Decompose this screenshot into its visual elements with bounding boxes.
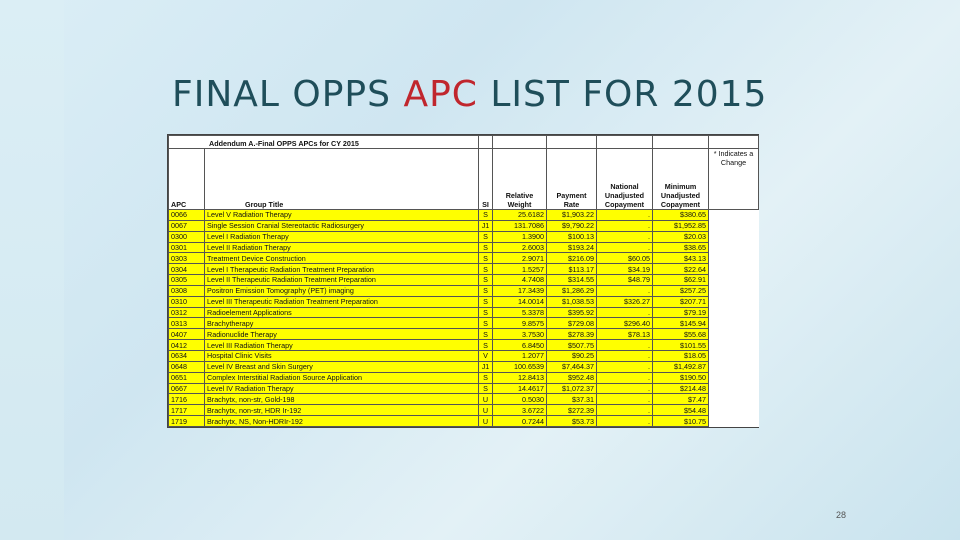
header-group-title: Group Title [205,149,479,210]
cell-apc: 0308 [169,285,205,296]
cell-si: J1 [479,361,493,372]
cell-national-copay: . [597,350,653,361]
cell-national-copay: $78.13 [597,329,653,340]
cell-group-title: Radionuclide Therapy [205,329,479,340]
table-row [169,296,759,307]
cell-national-copay: . [597,383,653,394]
header-payment-rate: Payment Rate [547,149,597,210]
cell-national-copay: $326.27 [597,296,653,307]
cell-payment-rate: $193.24 [547,242,597,253]
cell-indicates-change [709,210,759,221]
cell-si: S [479,285,493,296]
cell-national-copay: $34.19 [597,264,653,275]
cell-apc: 0066 [169,210,205,221]
cell-relative-weight: 4.7408 [493,275,547,286]
cell-relative-weight: 3.6722 [493,405,547,416]
cell-national-copay: . [597,372,653,383]
cell-group-title: Level III Radiation Therapy [205,340,479,351]
table-row [169,285,759,296]
cell-indicates-change [709,394,759,405]
cell-si: S [479,231,493,242]
cell-si: S [479,340,493,351]
cell-relative-weight: 1.3900 [493,231,547,242]
table-row [169,318,759,329]
cell-apc: 0310 [169,296,205,307]
cell-group-title: Level IV Breast and Skin Surgery [205,361,479,372]
cell-relative-weight: 0.7244 [493,416,547,427]
cell-apc: 0300 [169,231,205,242]
cell-indicates-change [709,416,759,427]
table-row [169,329,759,340]
cell-group-title: Treatment Device Construction [205,253,479,264]
cell-si: U [479,416,493,427]
cell-apc: 0634 [169,350,205,361]
cell-minimum-copay: $43.13 [653,253,709,264]
cell-minimum-copay: $207.71 [653,296,709,307]
cell-relative-weight: 17.3439 [493,285,547,296]
cell-minimum-copay: $38.65 [653,242,709,253]
cell-minimum-copay: $55.68 [653,329,709,340]
cell-group-title: Level II Therapeutic Radiation Treatment Preparation [205,275,479,286]
cell-national-copay: . [597,405,653,416]
cell-minimum-copay: $380.65 [653,210,709,221]
cell-indicates-change [709,372,759,383]
cell-payment-rate: $7,464.37 [547,361,597,372]
addendum-table-image [167,134,759,428]
cell-group-title: Level I Therapeutic Radiation Treatment Preparation [205,264,479,275]
apc-table [168,135,759,427]
cell-payment-rate: $53.73 [547,416,597,427]
cell-payment-rate: $1,286.29 [547,285,597,296]
cell-si: S [479,253,493,264]
cell-indicates-change [709,318,759,329]
cell-minimum-copay: $62.91 [653,275,709,286]
table-row [169,340,759,351]
cell-apc: 0648 [169,361,205,372]
cell-group-title: Level I Radiation Therapy [205,231,479,242]
cell-si: S [479,329,493,340]
title-part-2: LIST FOR 2015 [477,74,768,115]
cell-group-title: Complex Interstitial Radiation Source Application [205,372,479,383]
cell-minimum-copay: $54.48 [653,405,709,416]
cell-relative-weight: 3.7530 [493,329,547,340]
cell-si: S [479,210,493,221]
table-row [169,372,759,383]
header-minimum-copay: Minimum Unadjusted Copayment [653,149,709,210]
cell-si: S [479,275,493,286]
cell-indicates-change [709,285,759,296]
table-row [169,264,759,275]
cell-relative-weight: 5.3378 [493,307,547,318]
cell-national-copay: . [597,416,653,427]
cell-minimum-copay: $1,952.85 [653,220,709,231]
cell-group-title: Level IV Radiation Therapy [205,383,479,394]
cell-relative-weight: 131.7086 [493,220,547,231]
cell-apc: 0667 [169,383,205,394]
cell-relative-weight: 100.6539 [493,361,547,372]
cell-si: S [479,242,493,253]
cell-payment-rate: $113.17 [547,264,597,275]
cell-apc: 0304 [169,264,205,275]
cell-indicates-change [709,242,759,253]
cell-apc: 0301 [169,242,205,253]
cell-indicates-change [709,383,759,394]
header-relative-weight: Relative Weight [493,149,547,210]
cell-minimum-copay: $145.94 [653,318,709,329]
cell-payment-rate: $90.25 [547,350,597,361]
cell-group-title: Positron Emission Tomography (PET) imaging [205,285,479,296]
cell-payment-rate: $395.92 [547,307,597,318]
cell-relative-weight: 9.8575 [493,318,547,329]
table-row [169,231,759,242]
cell-indicates-change [709,307,759,318]
table-row [169,307,759,318]
cell-minimum-copay: $214.48 [653,383,709,394]
cell-si: V [479,350,493,361]
cell-national-copay: . [597,361,653,372]
cell-indicates-change [709,231,759,242]
cell-si: S [479,372,493,383]
page-number: 28 [836,510,847,520]
cell-minimum-copay: $101.55 [653,340,709,351]
cell-indicates-change [709,275,759,286]
cell-si: U [479,405,493,416]
table-row [169,405,759,416]
cell-indicates-change [709,220,759,231]
title-accent: APC [403,74,478,115]
cell-national-copay: $48.79 [597,275,653,286]
cell-group-title: Brachytherapy [205,318,479,329]
cell-si: S [479,318,493,329]
cell-minimum-copay: $257.25 [653,285,709,296]
cell-payment-rate: $952.48 [547,372,597,383]
cell-si: S [479,383,493,394]
cell-payment-rate: $1,903.22 [547,210,597,221]
cell-group-title: Level V Radiation Therapy [205,210,479,221]
cell-group-title: Brachytx, non-str, Gold-198 [205,394,479,405]
cell-national-copay: . [597,242,653,253]
cell-group-title: Level III Therapeutic Radiation Treatment Preparation [205,296,479,307]
cell-si: U [479,394,493,405]
cell-indicates-change [709,296,759,307]
cell-apc: 0305 [169,275,205,286]
cell-payment-rate: $314.55 [547,275,597,286]
cell-relative-weight: 14.0014 [493,296,547,307]
cell-national-copay: . [597,307,653,318]
cell-apc: 0313 [169,318,205,329]
cell-minimum-copay: $22.64 [653,264,709,275]
cell-payment-rate: $1,072.37 [547,383,597,394]
cell-apc: 0067 [169,220,205,231]
cell-relative-weight: 1.2077 [493,350,547,361]
cell-payment-rate: $278.39 [547,329,597,340]
cell-si: S [479,307,493,318]
cell-apc: 0651 [169,372,205,383]
cell-payment-rate: $507.75 [547,340,597,351]
table-row [169,383,759,394]
cell-si: S [479,296,493,307]
cell-national-copay: . [597,285,653,296]
table-row [169,361,759,372]
cell-indicates-change [709,253,759,264]
header-apc: APC [169,149,205,210]
cell-national-copay: . [597,231,653,242]
table-row [169,416,759,427]
cell-si: S [479,264,493,275]
cell-group-title: Brachytx, NS, Non-HDRIr-192 [205,416,479,427]
cell-relative-weight: 1.5257 [493,264,547,275]
table-row [169,350,759,361]
cell-relative-weight: 25.6182 [493,210,547,221]
cell-minimum-copay: $79.19 [653,307,709,318]
table-row [169,275,759,286]
table-caption: Addendum A.-Final OPPS APCs for CY 2015 [169,136,479,149]
cell-indicates-change [709,340,759,351]
cell-indicates-change [709,405,759,416]
cell-group-title: Single Session Cranial Stereotactic Radiosurgery [205,220,479,231]
cell-indicates-change [709,350,759,361]
table-row [169,242,759,253]
header-indicates-change: * Indicates a Change [709,149,759,210]
cell-relative-weight: 12.8413 [493,372,547,383]
cell-relative-weight: 14.4617 [493,383,547,394]
cell-relative-weight: 0.5030 [493,394,547,405]
cell-payment-rate: $729.08 [547,318,597,329]
cell-apc: 0312 [169,307,205,318]
cell-payment-rate: $9,790.22 [547,220,597,231]
cell-national-copay: . [597,394,653,405]
cell-group-title: Radioelement Applications [205,307,479,318]
cell-apc: 1716 [169,394,205,405]
cell-relative-weight: 2.6003 [493,242,547,253]
cell-apc: 1717 [169,405,205,416]
cell-payment-rate: $1,038.53 [547,296,597,307]
cell-relative-weight: 6.8450 [493,340,547,351]
cell-payment-rate: $100.13 [547,231,597,242]
slide-title [172,74,767,115]
cell-payment-rate: $272.39 [547,405,597,416]
table-row [169,210,759,221]
cell-national-copay: . [597,220,653,231]
table-row [169,253,759,264]
cell-minimum-copay: $190.50 [653,372,709,383]
left-decorative-bar [0,0,64,540]
cell-group-title: Level II Radiation Therapy [205,242,479,253]
cell-payment-rate: $37.31 [547,394,597,405]
cell-indicates-change [709,264,759,275]
cell-minimum-copay: $1,492.87 [653,361,709,372]
cell-group-title: Hospital Clinic Visits [205,350,479,361]
cell-apc: 0303 [169,253,205,264]
cell-indicates-change [709,361,759,372]
cell-national-copay: . [597,340,653,351]
cell-apc: 1719 [169,416,205,427]
cell-national-copay: $296.40 [597,318,653,329]
cell-indicates-change [709,329,759,340]
header-national-copay: National Unadjusted Copayment [597,149,653,210]
title-part-1: FINAL OPPS [172,74,404,115]
cell-apc: 0407 [169,329,205,340]
table-row [169,394,759,405]
table-row [169,220,759,231]
cell-apc: 0412 [169,340,205,351]
cell-si: J1 [479,220,493,231]
cell-payment-rate: $216.09 [547,253,597,264]
header-si: SI [479,149,493,210]
cell-minimum-copay: $10.75 [653,416,709,427]
cell-minimum-copay: $20.03 [653,231,709,242]
cell-group-title: Brachytx, non-str, HDR Ir-192 [205,405,479,416]
cell-relative-weight: 2.9071 [493,253,547,264]
cell-minimum-copay: $18.05 [653,350,709,361]
cell-national-copay: . [597,210,653,221]
cell-minimum-copay: $7.47 [653,394,709,405]
cell-national-copay: $60.05 [597,253,653,264]
